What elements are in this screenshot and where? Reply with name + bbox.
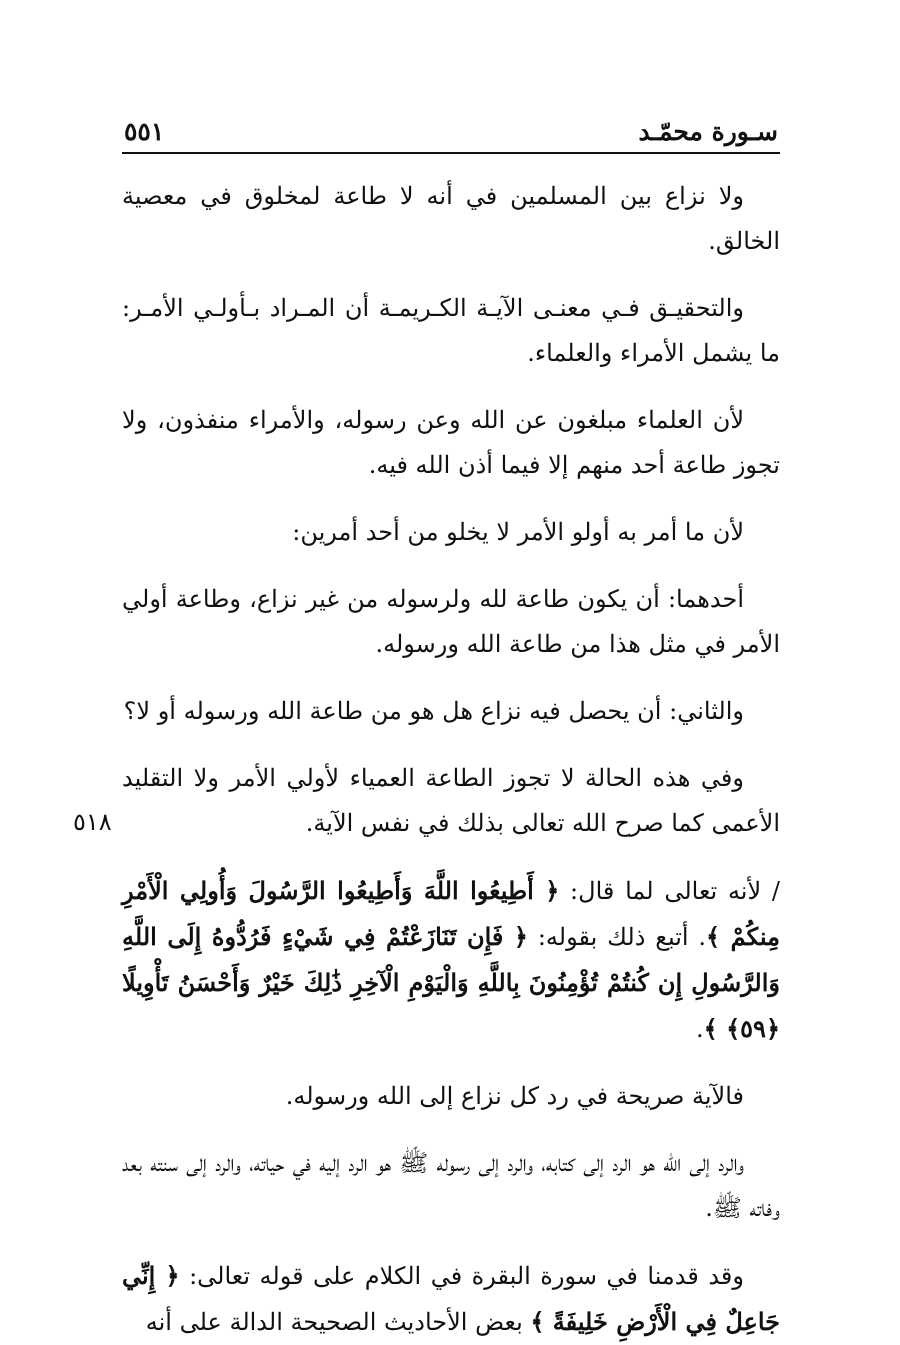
page-number: ٥٥١	[124, 117, 165, 146]
book-page	[122, 108, 780, 1336]
verse-paragraph-prefix: / لأنه تعالى لما قال:	[559, 877, 780, 905]
paragraph: لأن العلماء مبلغون عن الله وعن رسوله، والأمراء منفذون، ولا تجوز طاعة أحد منهم إلا فيما أذن الله فيه.	[122, 406, 780, 479]
paragraph: فالآية صريحة في رد كل نزاع إلى الله ورسوله.	[285, 1082, 744, 1110]
quran-verse: ﴿ فَإِن تَنَازَعْتُمْ فِي شَيْءٍ فَرُدُّوهُ إِلَى اللَّهِ وَالرَّسُولِ إِن كُنتُمْ تُؤْمِنُونَ بِاللَّهِ وَالْيَوْمِ الْآخِرِ ذَٰلِكَ خَيْرٌ وَأَحْسَنُ تَأْوِيلًا ﴿٥٩﴾ ﴾	[122, 922, 780, 1043]
verse-paragraph-suffix: .	[696, 1015, 704, 1043]
paragraph: والتحقيـق فـي معنـى الآيـة الكـريمـة أن المـراد بـأولـي الأمـر: ما يشمل الأمراء والعلماء.	[122, 294, 780, 367]
paragraph: والثاني: أن يحصل فيه نزاع هل هو من طاعة الله ورسوله أو لا؟	[123, 697, 744, 725]
margin-page-reference: ٥١٨	[73, 808, 112, 836]
page-body	[122, 174, 780, 1345]
paragraph: والرد إلى الله هو الرد إلى كتابه، والرد إلى رسوله ﷺ هو الرد إليه في حياته، والرد إلى سنته بعد وفاته ﷺ.	[122, 1149, 780, 1222]
paragraph: وفي هذه الحالة لا تجوز الطاعة العمياء لأولي الأمر ولا التقليد الأعمى كما صرح الله تعالى بذلك في نفس الآية.	[122, 764, 780, 837]
page-header	[122, 108, 780, 154]
last-paragraph-suffix: بعض الأحاديث الصحيحة الدالة على أنه	[145, 1308, 531, 1336]
verse-paragraph	[122, 868, 780, 1052]
quran-verse: ﴿ إِنِّي جَاعِلٌ فِي الْأَرْضِ خَلِيفَةً ﴾	[122, 1261, 780, 1336]
last-paragraph-prefix: وقد قدمنا في سورة البقرة في الكلام على قوله تعالى:	[179, 1262, 744, 1290]
last-paragraph	[122, 1253, 780, 1345]
paragraph: لأن ما أمر به أولو الأمر لا يخلو من أحد أمرين:	[292, 518, 744, 546]
quran-verse: ﴿ أَطِيعُوا اللَّهَ وَأَطِيعُوا الرَّسُولَ وَأُولِي الْأَمْرِ مِنكُمْ ﴾	[122, 876, 780, 951]
paragraph: ولا نزاع بين المسلمين في أنه لا طاعة لمخلوق في معصية الخالق.	[122, 182, 780, 255]
verse-paragraph-middle: . أتبع ذلك بقوله:	[528, 923, 707, 951]
surah-title: سـورة محمّـد	[638, 117, 778, 146]
paragraph: أحدهما: أن يكون طاعة لله ولرسوله من غير نزاع، وطاعة أولي الأمر في مثل هذا من طاعة الله ورسوله.	[122, 585, 780, 658]
